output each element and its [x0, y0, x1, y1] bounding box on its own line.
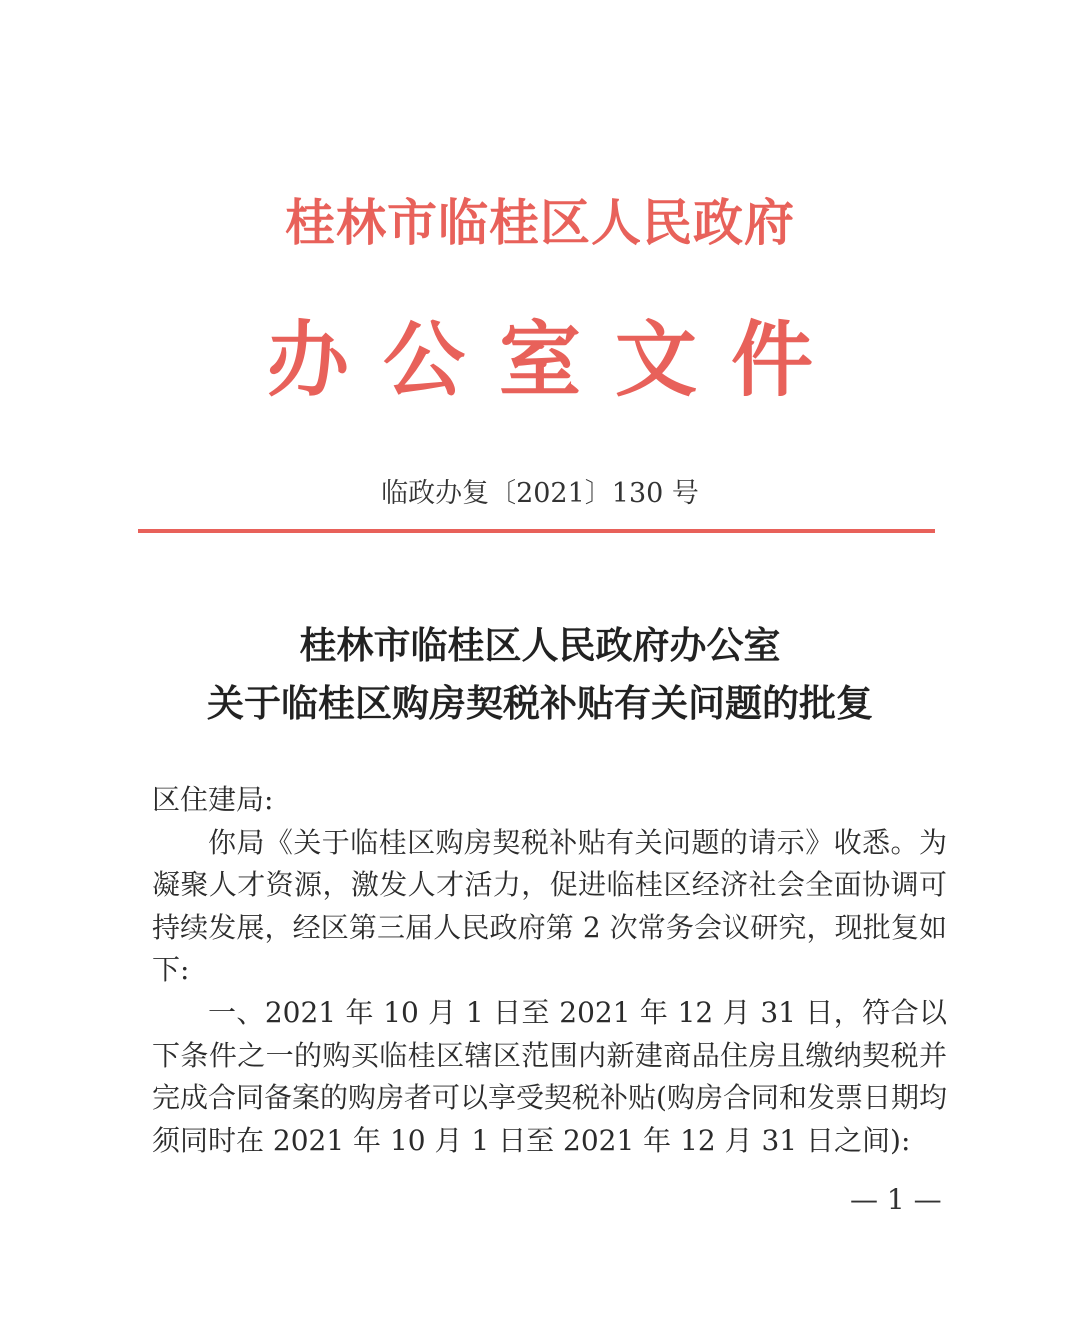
document-title: [0, 616, 1080, 732]
title-line-2: 关于临桂区购房契税补贴有关问题的批复: [207, 681, 873, 725]
page-number: — 1 —: [850, 1183, 942, 1216]
document-body: [152, 779, 947, 1162]
document-type-heading: 办公室文件: [266, 312, 847, 408]
issuing-authority: 桂林市临桂区人民政府: [285, 193, 795, 252]
body-paragraph-1: 你局《关于临桂区购房契税补贴有关问题的请示》收悉。为凝聚人才资源，激发人才活力，促进临桂区经济社会全面协调可持续发展，经区第三届人民政府第 2 次常务会议研究，现批复如下:: [152, 825, 947, 987]
red-divider-line: [138, 529, 935, 533]
body-paragraph-2: 一、2021 年 10 月 1 日至 2021 年 12 月 31 日，符合以下条件之一的购买临桂区辖区范围内新建商品住房且缴纳契税并完成合同备案的购房者可以享受契税补贴(购房合同和发票日期均须同时在 2021 年 10 月 1 日至 2021 年 12 月 31 日之间):: [152, 995, 947, 1157]
document-number: 临政办复〔2021〕130 号: [381, 478, 699, 509]
title-line-1: 桂林市临桂区人民政府办公室: [299, 623, 781, 667]
salutation: 区住建局:: [152, 783, 274, 816]
